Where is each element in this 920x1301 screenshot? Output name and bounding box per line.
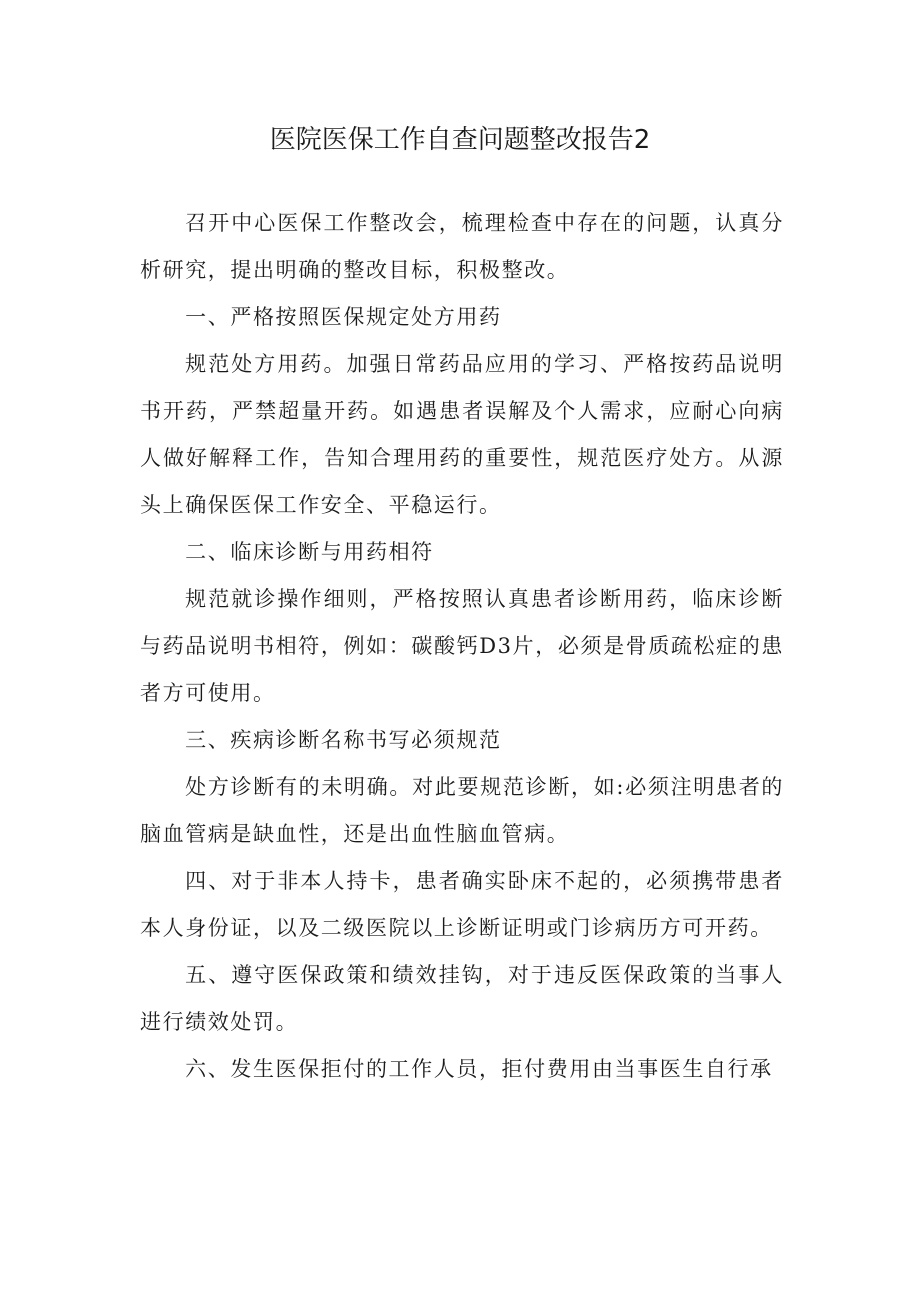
paragraph-intro: 召开中心医保工作整改会，梳理检查中存在的问题，认真分析研究，提出明确的整改目标，积极整改。 <box>140 211 784 282</box>
paragraph-section-3: 处方诊断有的未明确。对此要规范诊断，如:必须注明患者的脑血管病是缺血性，还是出血性脑血管病。 <box>140 775 784 846</box>
section-heading-3: 三、疾病诊断名称书写必须规范 <box>185 728 502 752</box>
paragraph-section-5: 五、遵守医保政策和绩效挂钩，对于违反医保政策的当事人进行绩效处罚。 <box>140 963 784 1034</box>
paragraph-section-1: 规范处方用药。加强日常药品应用的学习、严格按药品说明书开药，严禁超量开药。如遇患者误解及个人需求，应耐心向病人做好解释工作，告知合理用药的重要性，规范医疗处方。从源头上确保医保工作安全、平稳运行。 <box>140 352 784 517</box>
document-title: 医院医保工作自查问题整改报告2 <box>269 125 651 155</box>
paragraph-section-2: 规范就诊操作细则，严格按照认真患者诊断用药，临床诊断与药品说明书相符，例如：碳酸钙D3片，必须是骨质疏松症的患者方可使用。 <box>140 587 784 705</box>
document-body <box>140 200 784 1093</box>
section-heading-2: 二、临床诊断与用药相符 <box>185 540 434 564</box>
section-heading-1: 一、严格按照医保规定处方用药 <box>185 305 502 329</box>
paragraph-section-6: 六、发生医保拒付的工作人员，拒付费用由当事医生自行承 <box>185 1057 773 1081</box>
paragraph-section-4: 四、对于非本人持卡，患者确实卧床不起的，必须携带患者本人身份证，以及二级医院以上诊断证明或门诊病历方可开药。 <box>140 869 784 940</box>
